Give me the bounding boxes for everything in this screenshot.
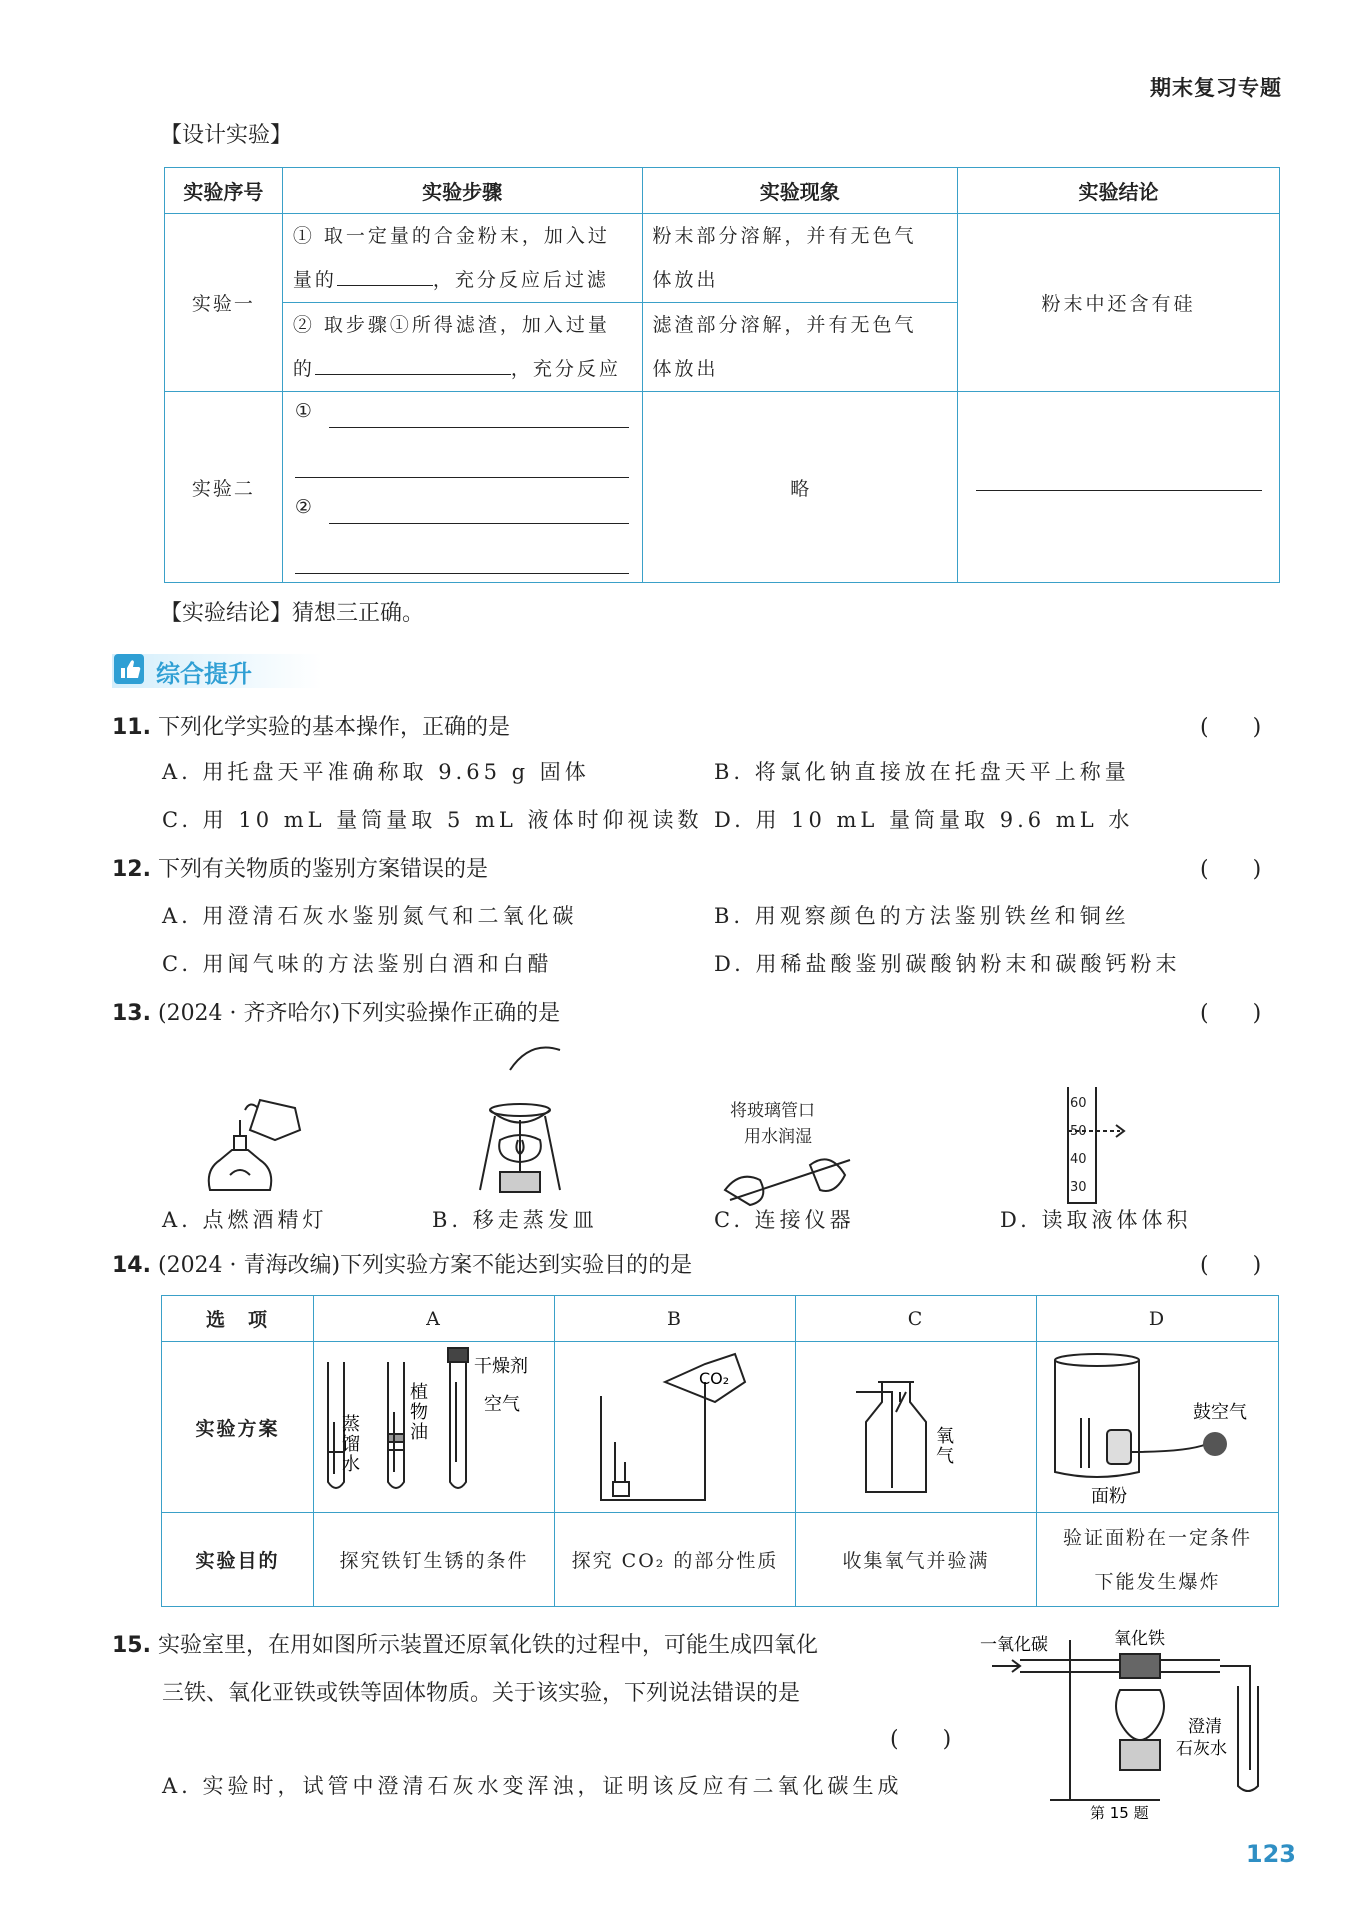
- goal-c: 收集氧气并验满: [796, 1513, 1037, 1607]
- q12-option-d[interactable]: D. 用稀盐酸鉴别碳酸钠粉末和碳酸钙粉末: [714, 952, 1181, 976]
- header-observation: 实验现象: [642, 168, 958, 214]
- svg-text:一氧化碳: 一氧化碳: [980, 1635, 1048, 1655]
- exp1-label: 实验一: [165, 214, 283, 392]
- q13-option-d[interactable]: D. 读取液体体积: [1000, 1208, 1192, 1232]
- tick-label: 50: [1070, 1124, 1087, 1139]
- exp1-step1: [282, 214, 642, 303]
- svg-text:物: 物: [410, 1402, 429, 1423]
- answer-paren[interactable]: ( ): [1200, 715, 1262, 740]
- header-c: C: [796, 1296, 1037, 1342]
- page-number: 123: [1245, 1840, 1296, 1868]
- answer-paren[interactable]: ( ): [1200, 1001, 1262, 1026]
- plan-b: [555, 1342, 796, 1513]
- answer-line[interactable]: [329, 522, 629, 524]
- svg-text:CO₂: CO₂: [699, 1369, 730, 1388]
- svg-text:第 15 题: 第 15 题: [1090, 1804, 1149, 1820]
- q13-stem: 13. (2024 · 齐齐哈尔)下列实验操作正确的是: [112, 1001, 561, 1026]
- exp1-step1-line1: ① 取一定量的合金粉末，加入过: [292, 225, 610, 247]
- svg-text:面粉: 面粉: [1091, 1486, 1128, 1507]
- svg-text:鼓空气: 鼓空气: [1193, 1402, 1248, 1423]
- svg-text:水: 水: [342, 1454, 361, 1475]
- answer-paren[interactable]: ( ): [1200, 1253, 1262, 1278]
- svg-text:植: 植: [410, 1382, 429, 1403]
- exp1-obs1: 粉末部分溶解，并有无色气 体放出: [642, 214, 958, 303]
- section-header: 期末复习专题: [1150, 76, 1282, 100]
- exp2-label: 实验二: [165, 392, 283, 583]
- test-tubes-figure: [314, 1342, 554, 1512]
- gas-collecting-bottle-figure: [796, 1342, 1036, 1512]
- header-number: 实验序号: [165, 168, 283, 214]
- banner-label: 综合提升: [156, 660, 252, 688]
- reduction-apparatus-figure: [980, 1620, 1280, 1820]
- exp1-conclusion: 粉末中还含有硅: [958, 214, 1280, 392]
- q15-stem-line1: 15. 实验室里，在用如图所示装置还原氧化铁的过程中，可能生成四氧化: [112, 1633, 818, 1658]
- svg-text:氧: 氧: [936, 1426, 955, 1447]
- c-note-line2: 用水润湿: [744, 1127, 812, 1147]
- answer-blank[interactable]: [315, 348, 511, 375]
- plan-c: [796, 1342, 1037, 1513]
- answer-line[interactable]: [976, 489, 1262, 491]
- svg-text:气: 气: [936, 1446, 955, 1467]
- row-goal-label: 实验目的: [162, 1513, 314, 1607]
- q11-option-c[interactable]: C. 用 10 mL 量筒量取 5 mL 液体时仰视读数: [162, 808, 703, 832]
- co2-beaker-figure: [555, 1342, 795, 1512]
- q13-option-c[interactable]: C. 连接仪器: [714, 1208, 855, 1232]
- q11-option-a[interactable]: A. 用托盘天平准确称取 9.65 g 固体: [162, 760, 590, 784]
- header-a: A: [314, 1296, 555, 1342]
- svg-text:石灰水: 石灰水: [1176, 1739, 1227, 1759]
- svg-text:空气: 空气: [484, 1394, 521, 1415]
- q15-stem-line2: 三铁、氧化亚铁或铁等固体物质。关于该实验，下列说法错误的是: [162, 1681, 801, 1706]
- svg-text:油: 油: [410, 1422, 429, 1443]
- exp2-steps: ① ②: [282, 392, 642, 583]
- experiment-table: [164, 167, 1280, 583]
- svg-text:干燥剂: 干燥剂: [474, 1356, 529, 1377]
- header-steps: 实验步骤: [282, 168, 642, 214]
- goal-a: 探究铁钉生锈的条件: [314, 1513, 555, 1607]
- header-d: D: [1037, 1296, 1279, 1342]
- design-title: 【设计实验】: [160, 123, 293, 148]
- alcohol-lamp-figure: [200, 1080, 310, 1200]
- q15-option-a[interactable]: A. 实验时，试管中澄清石灰水变浑浊，证明该反应有二氧化碳生成: [162, 1774, 903, 1798]
- header-b: B: [555, 1296, 796, 1342]
- answer-line[interactable]: [329, 426, 629, 428]
- exp1-step1-line2: 量的 ，充分反应后过滤: [293, 258, 632, 302]
- tick-label: 40: [1070, 1152, 1087, 1167]
- row-plan-label: 实验方案: [162, 1342, 314, 1513]
- c-note-line1: 将玻璃管口: [730, 1101, 815, 1121]
- exp1-step2: ② 取步骤①所得滤渣，加入过量 的 ，充分反应: [282, 303, 642, 392]
- q12-option-b[interactable]: B. 用观察颜色的方法鉴别铁丝和铜丝: [714, 904, 1130, 928]
- q11-option-d[interactable]: D. 用 10 mL 量筒量取 9.6 mL 水: [714, 808, 1134, 832]
- header-conclusion: 实验结论: [958, 168, 1280, 214]
- exp2-obs: 略: [642, 392, 958, 583]
- connect-tube-figure: [720, 1150, 860, 1210]
- q11-option-b[interactable]: B. 将氯化钠直接放在托盘天平上称量: [714, 760, 1130, 784]
- q14-stem: 14. (2024 · 青海改编)下列实验方案不能达到实验目的的是: [112, 1253, 693, 1278]
- exp2-conclusion: [958, 392, 1280, 583]
- q12-stem: 12. 下列有关物质的鉴别方案错误的是: [112, 857, 488, 882]
- tick-label: 60: [1070, 1096, 1087, 1111]
- plan-a: [314, 1342, 555, 1513]
- svg-text:澄清: 澄清: [1188, 1717, 1222, 1737]
- exp1-obs2: 滤渣部分溶解，并有无色气 体放出: [642, 303, 958, 392]
- tick-label: 30: [1070, 1180, 1087, 1195]
- q11-stem: 11. 下列化学实验的基本操作，正确的是: [112, 715, 510, 740]
- svg-text:蒸: 蒸: [342, 1414, 361, 1435]
- answer-line[interactable]: [295, 572, 629, 574]
- q12-option-c[interactable]: C. 用闻气味的方法鉴别白酒和白醋: [162, 952, 553, 976]
- evaporating-dish-figure: [470, 1040, 590, 1205]
- svg-text:馏: 馏: [342, 1434, 361, 1455]
- answer-paren[interactable]: ( ): [1200, 857, 1262, 882]
- answer-line[interactable]: [295, 476, 629, 478]
- q13-option-a[interactable]: A. 点燃酒精灯: [162, 1208, 328, 1232]
- svg-text:氧化铁: 氧化铁: [1114, 1629, 1165, 1649]
- q12-option-a[interactable]: A. 用澄清石灰水鉴别氮气和二氧化碳: [162, 904, 578, 928]
- flour-explosion-figure: [1037, 1342, 1277, 1512]
- header-option: 选 项: [162, 1296, 314, 1342]
- plan-d: [1037, 1342, 1279, 1513]
- q14-table: [161, 1295, 1279, 1607]
- q13-option-b[interactable]: B. 移走蒸发皿: [432, 1208, 598, 1232]
- goal-b: 探究 CO₂ 的部分性质: [555, 1513, 796, 1607]
- answer-blank[interactable]: [337, 259, 433, 286]
- goal-d: 验证面粉在一定条件 下能发生爆炸: [1037, 1513, 1279, 1607]
- answer-paren[interactable]: ( ): [890, 1727, 952, 1752]
- air-bulb: [1203, 1432, 1227, 1456]
- experiment-conclusion: 【实验结论】猜想三正确。: [160, 601, 425, 626]
- section-banner: [112, 650, 312, 690]
